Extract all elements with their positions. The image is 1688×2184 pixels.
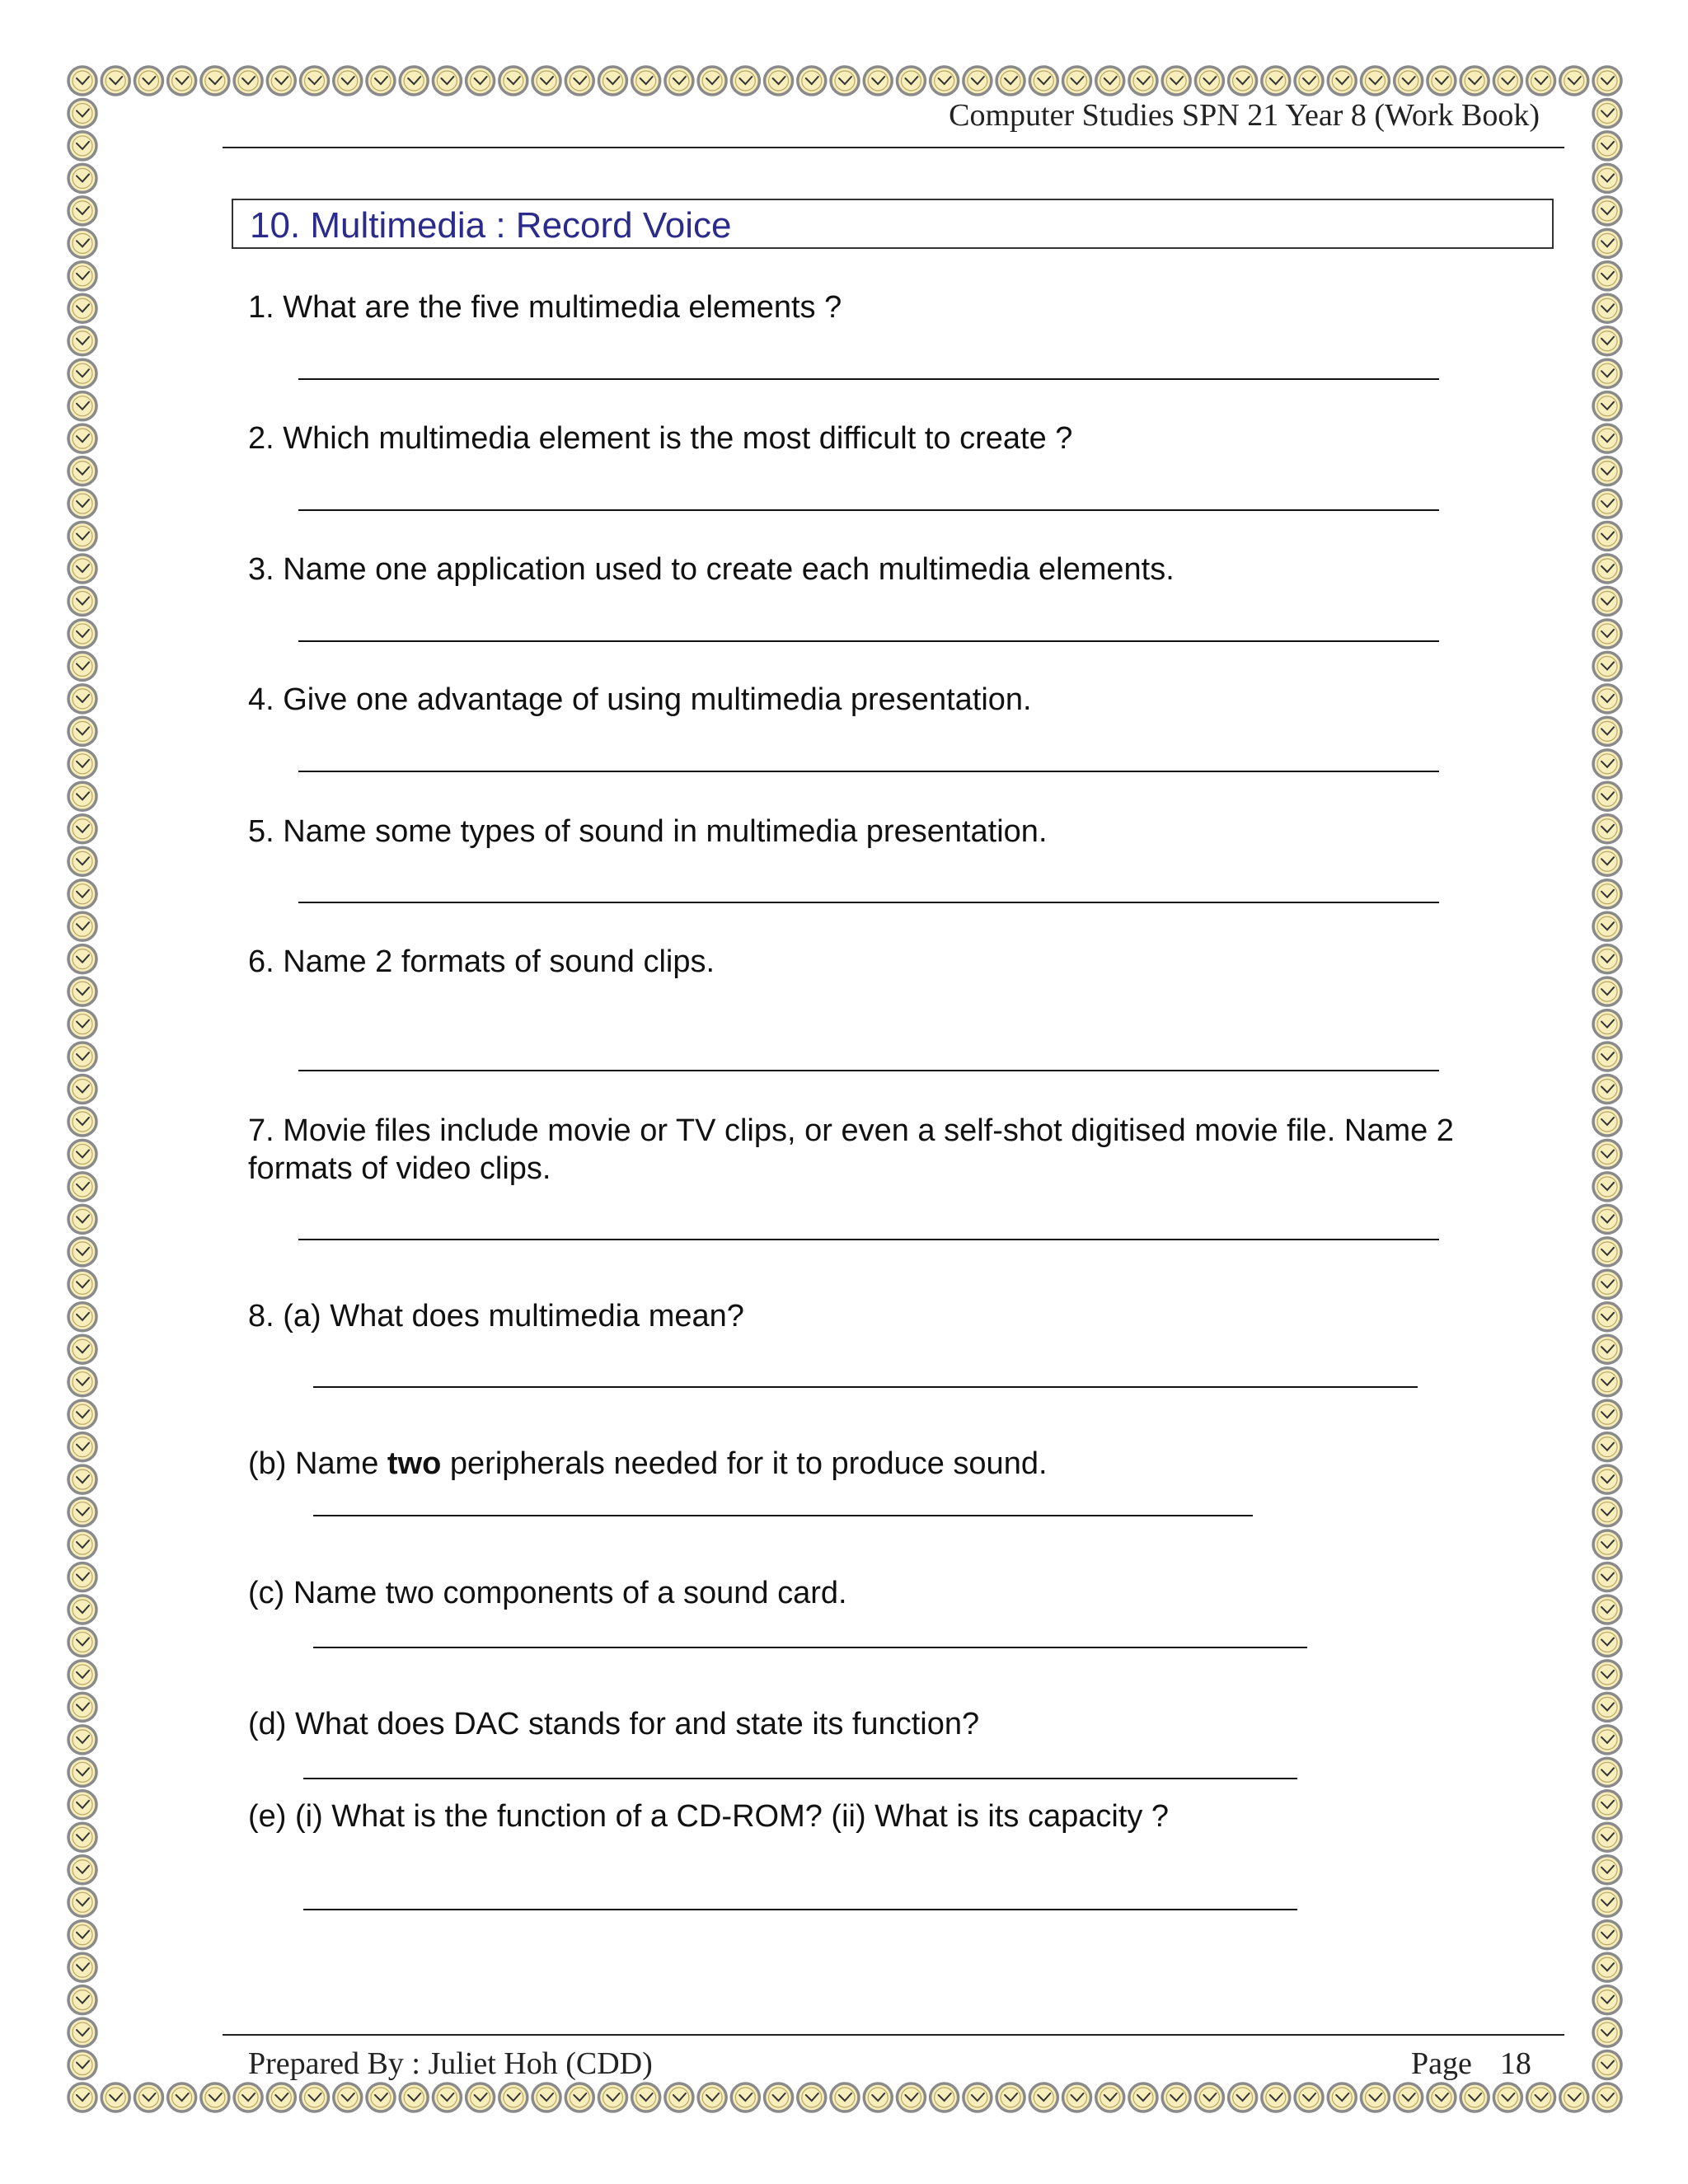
clock-icon <box>1593 1726 1621 1754</box>
clock-icon <box>68 1530 96 1558</box>
clock-icon <box>400 2083 428 2111</box>
clock-icon <box>964 2083 992 2111</box>
clock-icon <box>996 67 1025 95</box>
clock-icon <box>1593 1010 1621 1038</box>
clock-icon <box>1593 880 1621 908</box>
footer-rule <box>223 2034 1564 2036</box>
clock-icon <box>134 67 162 95</box>
clock-icon <box>1593 1400 1621 1428</box>
section-title-box <box>232 199 1554 249</box>
clock-icon <box>1029 2083 1057 2111</box>
clock-icon <box>931 67 959 95</box>
clock-icon <box>1593 132 1621 160</box>
clock-icon <box>1593 782 1621 810</box>
clock-icon <box>68 847 96 875</box>
clock-icon <box>1593 1856 1621 1884</box>
clock-icon <box>68 750 96 778</box>
clock-icon <box>897 2083 925 2111</box>
clock-icon <box>1593 424 1621 452</box>
clock-icon <box>1593 294 1621 322</box>
clock-icon <box>68 1140 96 1168</box>
clock-icon <box>532 67 560 95</box>
clock-icon <box>1129 67 1157 95</box>
clock-icon <box>1593 1498 1621 1526</box>
clock-icon <box>68 1076 96 1104</box>
clock-icon <box>1593 620 1621 648</box>
clock-icon <box>1593 587 1621 615</box>
clock-icon <box>565 67 593 95</box>
clock-icon <box>1593 359 1621 387</box>
clock-icon <box>68 1498 96 1526</box>
clock-icon <box>632 67 660 95</box>
clock-icon <box>731 67 759 95</box>
clock-icon <box>1162 2083 1190 2111</box>
clock-icon <box>931 2083 959 2111</box>
clock-icon <box>68 67 96 95</box>
clock-icon <box>101 2083 129 2111</box>
clock-icon <box>1593 1076 1621 1104</box>
clock-icon <box>68 555 96 583</box>
clock-icon <box>1229 2083 1257 2111</box>
clock-icon <box>334 2083 362 2111</box>
clock-icon <box>68 912 96 940</box>
clock-icon <box>897 67 925 95</box>
clock-icon <box>68 1953 96 1981</box>
clock-icon <box>1461 2083 1489 2111</box>
clock-icon <box>1593 750 1621 778</box>
clock-icon <box>68 1368 96 1396</box>
clock-icon <box>68 262 96 290</box>
question-5: 5. Name some types of sound in multimedia presentation. <box>248 814 1048 849</box>
answer-line-8d <box>303 1778 1297 1779</box>
clock-icon <box>1262 67 1290 95</box>
question-8a: 8. (a) What does multimedia mean? <box>248 1299 744 1333</box>
clock-icon <box>632 2083 660 2111</box>
answer-line-5 <box>298 902 1439 903</box>
clock-icon <box>367 2083 395 2111</box>
clock-icon <box>1361 67 1389 95</box>
question-1: 1. What are the five multimedia elements ? <box>248 290 842 325</box>
clock-icon <box>1593 555 1621 583</box>
clock-icon <box>1593 652 1621 680</box>
clock-icon <box>1195 67 1223 95</box>
clock-icon <box>334 67 362 95</box>
clock-icon <box>68 2018 96 2046</box>
clock-icon <box>1593 1140 1621 1168</box>
clock-icon <box>1195 2083 1223 2111</box>
answer-line-8c <box>313 1647 1307 1648</box>
question-8b-bold: two <box>387 1446 442 1481</box>
clock-icon <box>101 67 129 95</box>
clock-icon <box>1295 67 1323 95</box>
footer-prepared-by: Prepared By : Juliet Hoh (CDD) <box>248 2046 653 2081</box>
clock-icon <box>1493 2083 1522 2111</box>
section-title: 10. Multimedia : Record Voice <box>250 205 732 246</box>
clock-icon <box>68 1010 96 1038</box>
clock-icon <box>1593 912 1621 940</box>
clock-icon <box>68 1108 96 1136</box>
clock-icon <box>1593 1661 1621 1689</box>
clock-icon <box>1593 815 1621 843</box>
clock-icon <box>1593 945 1621 973</box>
clock-icon <box>1593 685 1621 713</box>
clock-icon <box>1428 67 1456 95</box>
clock-icon <box>433 2083 461 2111</box>
clock-icon <box>68 424 96 452</box>
clock-icon <box>1262 2083 1290 2111</box>
clock-icon <box>665 2083 693 2111</box>
clock-icon <box>1063 67 1091 95</box>
clock-icon <box>996 2083 1025 2111</box>
clock-icon <box>68 164 96 192</box>
clock-icon <box>831 2083 859 2111</box>
clock-icon <box>267 67 295 95</box>
clock-icon <box>1328 2083 1356 2111</box>
clock-icon <box>598 2083 626 2111</box>
clock-icon <box>68 1856 96 1884</box>
header-title: Computer Studies SPN 21 Year 8 (Work Book) <box>949 98 1540 133</box>
clock-icon <box>1593 1465 1621 1493</box>
clock-icon <box>68 1563 96 1591</box>
clock-icon <box>798 2083 826 2111</box>
clock-icon <box>68 1693 96 1721</box>
clock-icon <box>68 945 96 973</box>
clock-icon <box>1295 2083 1323 2111</box>
clock-icon <box>1593 392 1621 420</box>
clock-icon <box>68 1791 96 1819</box>
clock-icon <box>1593 1953 1621 1981</box>
clock-icon <box>499 2083 528 2111</box>
clock-icon <box>1593 2083 1621 2111</box>
clock-icon <box>964 67 992 95</box>
clock-icon <box>1593 457 1621 485</box>
clock-icon <box>1493 67 1522 95</box>
clock-icon <box>201 67 229 95</box>
clock-icon <box>1593 1758 1621 1786</box>
clock-icon <box>301 67 329 95</box>
clock-icon <box>1361 2083 1389 2111</box>
answer-line-6 <box>298 1070 1439 1071</box>
clock-icon <box>201 2083 229 2111</box>
clock-icon <box>68 1661 96 1689</box>
clock-icon <box>68 652 96 680</box>
clock-icon <box>698 2083 726 2111</box>
page-number: 18 <box>1499 2046 1531 2081</box>
clock-icon <box>68 132 96 160</box>
clock-icon <box>367 67 395 95</box>
clock-icon <box>68 490 96 518</box>
clock-icon <box>1593 67 1621 95</box>
clock-icon <box>1593 1563 1621 1591</box>
answer-line-1 <box>298 378 1439 380</box>
clock-icon <box>267 2083 295 2111</box>
clock-icon <box>68 1043 96 1071</box>
clock-icon <box>1593 1921 1621 1949</box>
clock-icon <box>68 392 96 420</box>
clock-icon <box>499 67 528 95</box>
question-4: 4. Give one advantage of using multimedia presentation. <box>248 682 1032 717</box>
clock-icon <box>665 67 693 95</box>
clock-icon <box>68 294 96 322</box>
clock-icon <box>1560 67 1588 95</box>
clock-icon <box>1229 67 1257 95</box>
clock-icon <box>1527 67 1555 95</box>
clock-icon <box>1593 1205 1621 1233</box>
question-8e: (e) (i) What is the function of a CD-ROM? (ii) What is its capacity ? <box>248 1799 1170 1834</box>
clock-icon <box>68 1335 96 1363</box>
header-rule <box>223 147 1564 148</box>
question-6: 6. Name 2 formats of sound clips. <box>248 944 715 979</box>
clock-icon <box>68 685 96 713</box>
clock-icon <box>1593 1823 1621 1851</box>
answer-line-2 <box>298 509 1439 511</box>
clock-icon <box>1593 1270 1621 1298</box>
clock-icon <box>68 2083 96 2111</box>
clock-icon <box>1428 2083 1456 2111</box>
clock-icon <box>1063 2083 1091 2111</box>
clock-icon <box>1096 67 1124 95</box>
clock-icon <box>1593 1433 1621 1461</box>
clock-icon <box>1593 490 1621 518</box>
clock-icon <box>68 1400 96 1428</box>
clock-icon <box>1593 1986 1621 2014</box>
clock-icon <box>68 1238 96 1266</box>
clock-icon <box>68 359 96 387</box>
answer-line-8e <box>303 1909 1297 1910</box>
clock-icon <box>1593 1173 1621 1201</box>
clock-icon <box>1593 1043 1621 1071</box>
clock-icon <box>565 2083 593 2111</box>
clock-icon <box>1593 1303 1621 1331</box>
answer-line-7 <box>298 1239 1439 1240</box>
clock-icon <box>1593 2018 1621 2046</box>
clock-icon <box>1029 67 1057 95</box>
clock-icon <box>1593 197 1621 225</box>
clock-icon <box>68 197 96 225</box>
clock-icon <box>1593 1368 1621 1396</box>
clock-icon <box>68 2051 96 2079</box>
clock-icon <box>1162 67 1190 95</box>
clock-icon <box>1461 67 1489 95</box>
clock-icon <box>598 67 626 95</box>
clock-icon <box>1593 977 1621 1005</box>
clock-icon <box>68 977 96 1005</box>
question-8b-post: peripherals needed for it to produce sound. <box>441 1446 1048 1481</box>
clock-icon <box>1593 1888 1621 1916</box>
clock-icon <box>864 2083 892 2111</box>
clock-icon <box>168 2083 196 2111</box>
clock-icon <box>1593 717 1621 745</box>
clock-icon <box>68 1433 96 1461</box>
clock-icon <box>1560 2083 1588 2111</box>
clock-icon <box>234 2083 262 2111</box>
question-8b <box>248 1445 1048 1483</box>
clock-icon <box>68 327 96 355</box>
clock-icon <box>68 1205 96 1233</box>
clock-icon <box>234 67 262 95</box>
clock-icon <box>1593 1693 1621 1721</box>
clock-icon <box>1395 2083 1423 2111</box>
clock-icon <box>1593 2051 1621 2079</box>
clock-icon <box>1593 1596 1621 1624</box>
clock-icon <box>532 2083 560 2111</box>
clock-icon <box>68 1596 96 1624</box>
answer-line-4 <box>298 771 1439 772</box>
clock-icon <box>168 67 196 95</box>
clock-icon <box>68 99 96 127</box>
clock-icon <box>1593 164 1621 192</box>
clock-icon <box>68 717 96 745</box>
clock-icon <box>68 782 96 810</box>
clock-icon <box>467 2083 495 2111</box>
clock-icon <box>765 2083 793 2111</box>
clock-icon <box>1593 1791 1621 1819</box>
clock-icon <box>68 1823 96 1851</box>
answer-line-8a <box>313 1386 1418 1388</box>
clock-icon <box>864 67 892 95</box>
question-8b-pre: (b) Name <box>248 1446 387 1481</box>
clock-icon <box>1593 262 1621 290</box>
clock-icon <box>1593 1238 1621 1266</box>
clock-icon <box>68 620 96 648</box>
clock-icon <box>731 2083 759 2111</box>
question-8c: (c) Name two components of a sound card. <box>248 1576 847 1610</box>
clock-icon <box>68 229 96 257</box>
clock-icon <box>467 67 495 95</box>
clock-icon <box>68 1465 96 1493</box>
clock-icon <box>1129 2083 1157 2111</box>
clock-icon <box>68 1888 96 1916</box>
clock-icon <box>68 587 96 615</box>
question-3: 3. Name one application used to create each multimedia elements. <box>248 552 1175 587</box>
clock-icon <box>400 67 428 95</box>
clock-icon <box>1593 523 1621 551</box>
clock-icon <box>68 815 96 843</box>
clock-icon <box>134 2083 162 2111</box>
clock-icon <box>798 67 826 95</box>
clock-icon <box>68 1628 96 1656</box>
clock-icon <box>1527 2083 1555 2111</box>
clock-icon <box>1328 67 1356 95</box>
clock-icon <box>68 1303 96 1331</box>
clock-icon <box>1593 1335 1621 1363</box>
question-8d: (d) What does DAC stands for and state its function? <box>248 1707 980 1741</box>
clock-icon <box>1593 1108 1621 1136</box>
clock-icon <box>1395 67 1423 95</box>
clock-icon <box>68 1726 96 1754</box>
clock-icon <box>68 1270 96 1298</box>
clock-icon <box>68 1986 96 2014</box>
clock-icon <box>68 523 96 551</box>
clock-icon <box>68 457 96 485</box>
question-7: 7. Movie files include movie or TV clips, or even a self-shot digitised movie file. Name 2 formats of video clips. <box>248 1113 1454 1186</box>
clock-icon <box>1593 99 1621 127</box>
question-2: 2. Which multimedia element is the most difficult to create ? <box>248 421 1073 456</box>
clock-icon <box>68 1921 96 1949</box>
clock-icon <box>68 1758 96 1786</box>
clock-icon <box>765 67 793 95</box>
clock-icon <box>1096 2083 1124 2111</box>
clock-icon <box>68 880 96 908</box>
clock-icon <box>68 1173 96 1201</box>
clock-icon <box>433 67 461 95</box>
answer-line-3 <box>298 640 1439 642</box>
clock-icon <box>831 67 859 95</box>
clock-icon <box>1593 229 1621 257</box>
clock-icon <box>1593 1628 1621 1656</box>
clock-icon <box>1593 847 1621 875</box>
clock-icon <box>1593 327 1621 355</box>
clock-icon <box>698 67 726 95</box>
clock-icon <box>1593 1530 1621 1558</box>
answer-line-8b <box>313 1515 1253 1516</box>
footer-page <box>1411 2046 1531 2082</box>
page-label: Page <box>1411 2046 1472 2081</box>
clock-icon <box>301 2083 329 2111</box>
